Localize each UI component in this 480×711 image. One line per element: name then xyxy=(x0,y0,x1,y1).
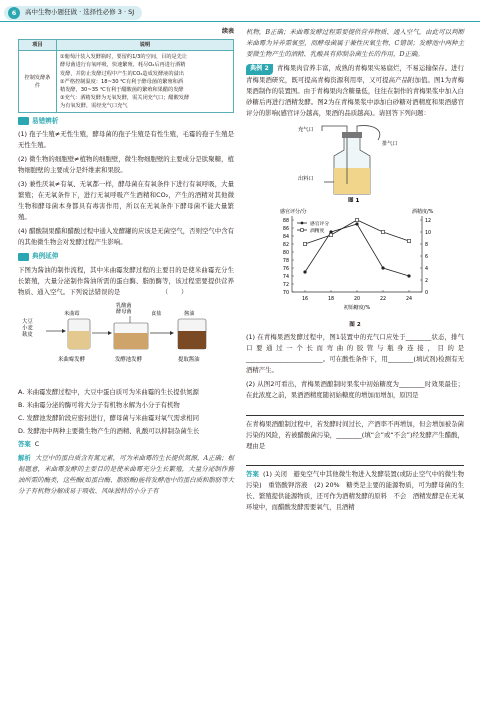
y-left-tick-label: 76 xyxy=(282,266,289,272)
flow-arrowhead xyxy=(108,331,112,335)
header-pill xyxy=(4,6,142,20)
y-right-tick-label: 6 xyxy=(425,254,429,260)
series-alcohol-point xyxy=(355,218,358,221)
table-continued-label: 续表 xyxy=(221,28,234,35)
y-right-tick-label: 12 xyxy=(425,218,432,224)
x-axis-label: 初始糖度/% xyxy=(343,304,371,311)
section-flag-icon xyxy=(18,253,29,261)
y-right-tick-label: 2 xyxy=(425,278,429,284)
table-line: 精发酵，30~35 ℃有利于醋酸菌的繁殖和果醋的发酵 xyxy=(60,86,184,93)
fermentation-table xyxy=(18,39,234,113)
y-left-tick-label: 80 xyxy=(282,250,289,256)
figure2-chart xyxy=(246,206,464,316)
legend-score-marker xyxy=(301,221,304,224)
spout-label: 出料口 xyxy=(298,175,314,182)
answer-blank-line[interactable] xyxy=(246,405,464,416)
soy-sauce-flow-diagram xyxy=(18,301,234,383)
table-line: ①葡萄汁装入发酵瓶时，要留约1/3的空间，目的是先让 xyxy=(60,54,188,61)
outlet-label: 排气口 xyxy=(382,140,398,147)
figure1-apparatus xyxy=(246,122,464,202)
table-line: 为有氧发酵，需经充气口充气 xyxy=(60,102,128,109)
question-stem: 下图为酱油的制作流程，其中米曲霉发酵过程的主要目的是使米曲霉充分生长繁殖，大量分泌制作酱油所需的蛋白酶、脂肪酶等，该过程需要提供营养物质、通入空气。下列说法错误的是 （ ） xyxy=(18,265,234,296)
flow-s2-top xyxy=(116,301,132,315)
table-line: 发酵，并防止发酵过程中产生的CO₂造成发酵液的溢出 xyxy=(60,70,184,77)
example-2-tag: 典例 2 xyxy=(246,64,273,75)
option-b: B. 米曲霉分泌的酶可将大分子有机物水解为小分子有机物 xyxy=(18,400,180,409)
flow-text-line: 麸皮 xyxy=(22,331,33,338)
koji-content xyxy=(68,331,90,349)
series-alcohol-point xyxy=(381,230,384,233)
right-column xyxy=(246,27,464,516)
question-1: (1) 在青梅果酒发酵过程中，图1装置中的充气口应处于________状态，排气口要通过一个长而弯曲的胶管与瓶身连接，目的是________________________。可在酸性条件下，用________(填试剂)检测有无酒精产生。 xyxy=(246,333,464,375)
example-2-text: 青梅果肉营养丰富，成熟的青梅果实易腐烂，不易运输保存。进行青梅果酒研究，既可提高青梅资源利用率，又可提高产品附加值。图1为青梅果酒制作的装置图。由于青梅果肉含糖量低，往往在制作的青梅果浆中加入白砂糖后再进行酒精发酵。图2为在青梅果浆中添加白砂糖对酒精度和果酒感官评分的影响(感官评分越高，果酒的品质越高)。请回答下列问题： xyxy=(246,64,464,117)
page-header xyxy=(0,0,480,24)
series-alcohol-point xyxy=(329,233,332,236)
header-rule xyxy=(0,21,480,22)
soy-content xyxy=(178,331,206,349)
flow-text-line: 大豆 xyxy=(22,318,33,325)
x-tick-label: 20 xyxy=(353,296,361,302)
answer-text: (1) 关闭 避免空气中其他微生物进入发酵装置(或防止空气中的微生物污染) 重铬酸钾溶液 (2) 20% 糖类是主要的能源物质，可为酵母菌的生长、繁殖提供能源物质，还可作为酒精发酵的原料 不会 酒精发酵是在无氧环境中，而醋酸发酵需要氧气，且酒精 xyxy=(246,469,465,511)
flow-s3-top: 食盐 xyxy=(151,310,162,317)
analysis-label: 解析 xyxy=(18,453,31,462)
section-title: 易错辨析 xyxy=(32,116,59,125)
flow-s1: 米曲霉发酵 xyxy=(58,356,85,363)
y-left-tick-label: 74 xyxy=(282,274,289,280)
question-2: (2) 从图2可看出，青梅果酒酿制时果浆中初始糖度为________时效果最佳；在此浓度之前，果酒酒精度随初始糖度的增加而增加，原因是 xyxy=(246,380,464,400)
series-score-point xyxy=(355,222,358,225)
option-c: C. 发酵池发酵阶段应密封进行，酵母菌与米曲霉对氧气需求相同 xyxy=(18,413,200,422)
answer-label: 答案 xyxy=(246,469,259,478)
option-d: D. 发酵池中两种主要微生物产生的酒精、乳酸可以抑制杂菌生长 xyxy=(18,426,200,435)
analysis-block xyxy=(18,453,234,497)
option-a: A. 米曲霉发酵过程中，大豆中蛋白质可为米曲霉的生长提供氮源 xyxy=(18,387,199,396)
flow-text-line: 小麦 xyxy=(22,325,33,332)
series-score-point xyxy=(407,274,410,277)
question-3: 在青梅果酒酿制过程中，若发酵时间过长，产酒率不再增加，但会增加被杂菌污染的风险，若被醋酸菌污染，________(填“会”或“不会”)经发酵产生醋酸，理由是 xyxy=(246,419,464,450)
section-title: 典例延伸 xyxy=(32,252,59,261)
flow-text-line: 乳酸菌 xyxy=(116,302,132,309)
y-left-tick-label: 70 xyxy=(282,290,289,296)
flow-arrowhead xyxy=(62,329,66,333)
error-item: (4) 醋酸制果醋和醋酸过程中通入发酵罐的应该是无菌空气，否则空气中含有的其他微生物会对发酵过程产生影响。 xyxy=(18,227,234,247)
y-right-tick-label: 0 xyxy=(425,290,429,296)
series-score-point xyxy=(381,266,384,269)
flow-s3-label: 酱油 xyxy=(184,310,195,317)
answer-line xyxy=(18,439,234,450)
x-tick-label: 24 xyxy=(405,296,413,302)
section-error-analysis xyxy=(18,116,234,127)
y-right-tick-label: 8 xyxy=(425,242,429,248)
legend-score-label: 感官评分 xyxy=(310,221,330,227)
page-number: 6 xyxy=(8,7,20,19)
flask-liquid xyxy=(334,168,370,194)
book-title: 高中生物小题狂做 · 选择性必修 3 · SJ xyxy=(25,8,135,17)
table-row-desc xyxy=(57,51,234,112)
flow-s1-label: 米曲霉 xyxy=(64,310,80,317)
y-left-tick-label: 78 xyxy=(282,258,289,264)
table-line: 酵母菌进行有氧呼吸，快速繁殖，耗尽O₂后再进行酒精 xyxy=(60,62,186,69)
table-row-label: 控制发酵条件 xyxy=(19,51,57,112)
figure2-caption: 图 2 xyxy=(349,321,361,328)
series-score-point xyxy=(303,270,306,273)
x-tick-label: 16 xyxy=(301,296,309,302)
analysis-continued: 机物，B正确；米曲霉发酵过程需要提供营养物质、通入空气，由此可以判断米曲霉为异养需氧型，而酵母菌属于兼性厌氧生物，C错误；发酵池中两种主要微生物产生的酒精、乳酸具有抑制杂菌生长的作用，D正确。 xyxy=(246,28,464,59)
flow-s3: 提取酱油 xyxy=(178,356,200,363)
table-line: ③充气：酒精发酵为无氧发酵，需关闭充气口；醋酸发酵 xyxy=(60,94,190,101)
table-head-desc: 说明 xyxy=(57,40,234,51)
answer-label: 答案 xyxy=(18,439,31,448)
answer-blank-line[interactable] xyxy=(246,455,464,466)
error-item: (1) 孢子生殖≠无性生殖，酵母菌的孢子生殖是有性生殖，毛霉的孢子生殖是无性生殖。 xyxy=(18,130,234,150)
figure1-caption: 图 1 xyxy=(348,197,360,202)
section-flag-icon xyxy=(18,117,29,125)
error-item: (2) 微生物的细胞壁≠植物的细胞壁，微生物细胞壁的主要成分是肽聚糖，植物细胞壁的主要成分是纤维素和果胶。 xyxy=(18,155,234,175)
y-left-tick-label: 88 xyxy=(282,218,289,224)
x-tick-label: 22 xyxy=(379,296,387,302)
table-line: ②严格控制温度：18~30 ℃有利于酵母菌的繁殖和酒 xyxy=(60,78,184,85)
y-axis-left-label: 感官评分/分 xyxy=(280,208,307,215)
section-example-extension xyxy=(18,251,234,262)
flow-inputs xyxy=(22,317,33,338)
flow-s2: 发酵池发酵 xyxy=(115,356,142,363)
flow-text-line: 酵母菌 xyxy=(116,308,132,315)
y-axis-right-label: 酒精度/% xyxy=(412,208,434,215)
answer-block xyxy=(246,469,464,513)
tank-content xyxy=(114,333,148,349)
y-right-tick-label: 4 xyxy=(425,266,429,272)
error-item: (3) 兼性厌氧≠有氧、无氧都一样，酵母菌在有氧条件下进行有氧呼吸，大量繁殖；在无氧条件下，进行无氧呼吸产生酒精和CO₂，产生的酒精对其他微生物和酵母菌本身都具有毒害作用，所以在无氧条件下酵母菌不能大量繁殖。 xyxy=(18,180,234,222)
y-left-tick-label: 72 xyxy=(282,282,289,288)
left-column xyxy=(18,27,234,500)
legend-alcohol-marker xyxy=(301,228,304,231)
series-alcohol-point xyxy=(303,242,306,245)
flow-arrowhead xyxy=(170,331,174,335)
answer-value: C xyxy=(34,439,40,448)
y-left-tick-label: 86 xyxy=(282,226,289,232)
table-head-item: 项目 xyxy=(19,40,57,51)
example-2 xyxy=(246,63,464,119)
y-right-tick-label: 10 xyxy=(425,230,432,236)
x-tick-label: 18 xyxy=(327,296,335,302)
analysis-text: 大豆中的蛋白质含有氮元素，可为米曲霉的生长提供氮源，A正确；根据题意，米曲霉发酵的主要目的是使米曲霉充分生长繁殖，大量分泌制作酱油所需的酶类，这些酶(如蛋白酶、脂肪酶)能将发酵池中的蛋白质和脂肪等大分子有机物分解成易于吸收、风味独特的小分子有 xyxy=(18,453,234,495)
legend-alcohol-label: 酒精度 xyxy=(310,228,325,234)
flask-stopper xyxy=(342,132,362,138)
series-alcohol-point xyxy=(407,239,410,242)
inlet-tube xyxy=(322,126,347,132)
y-left-tick-label: 82 xyxy=(282,242,289,248)
y-left-tick-label: 84 xyxy=(282,234,289,240)
inlet-label: 充气口 xyxy=(298,126,314,133)
